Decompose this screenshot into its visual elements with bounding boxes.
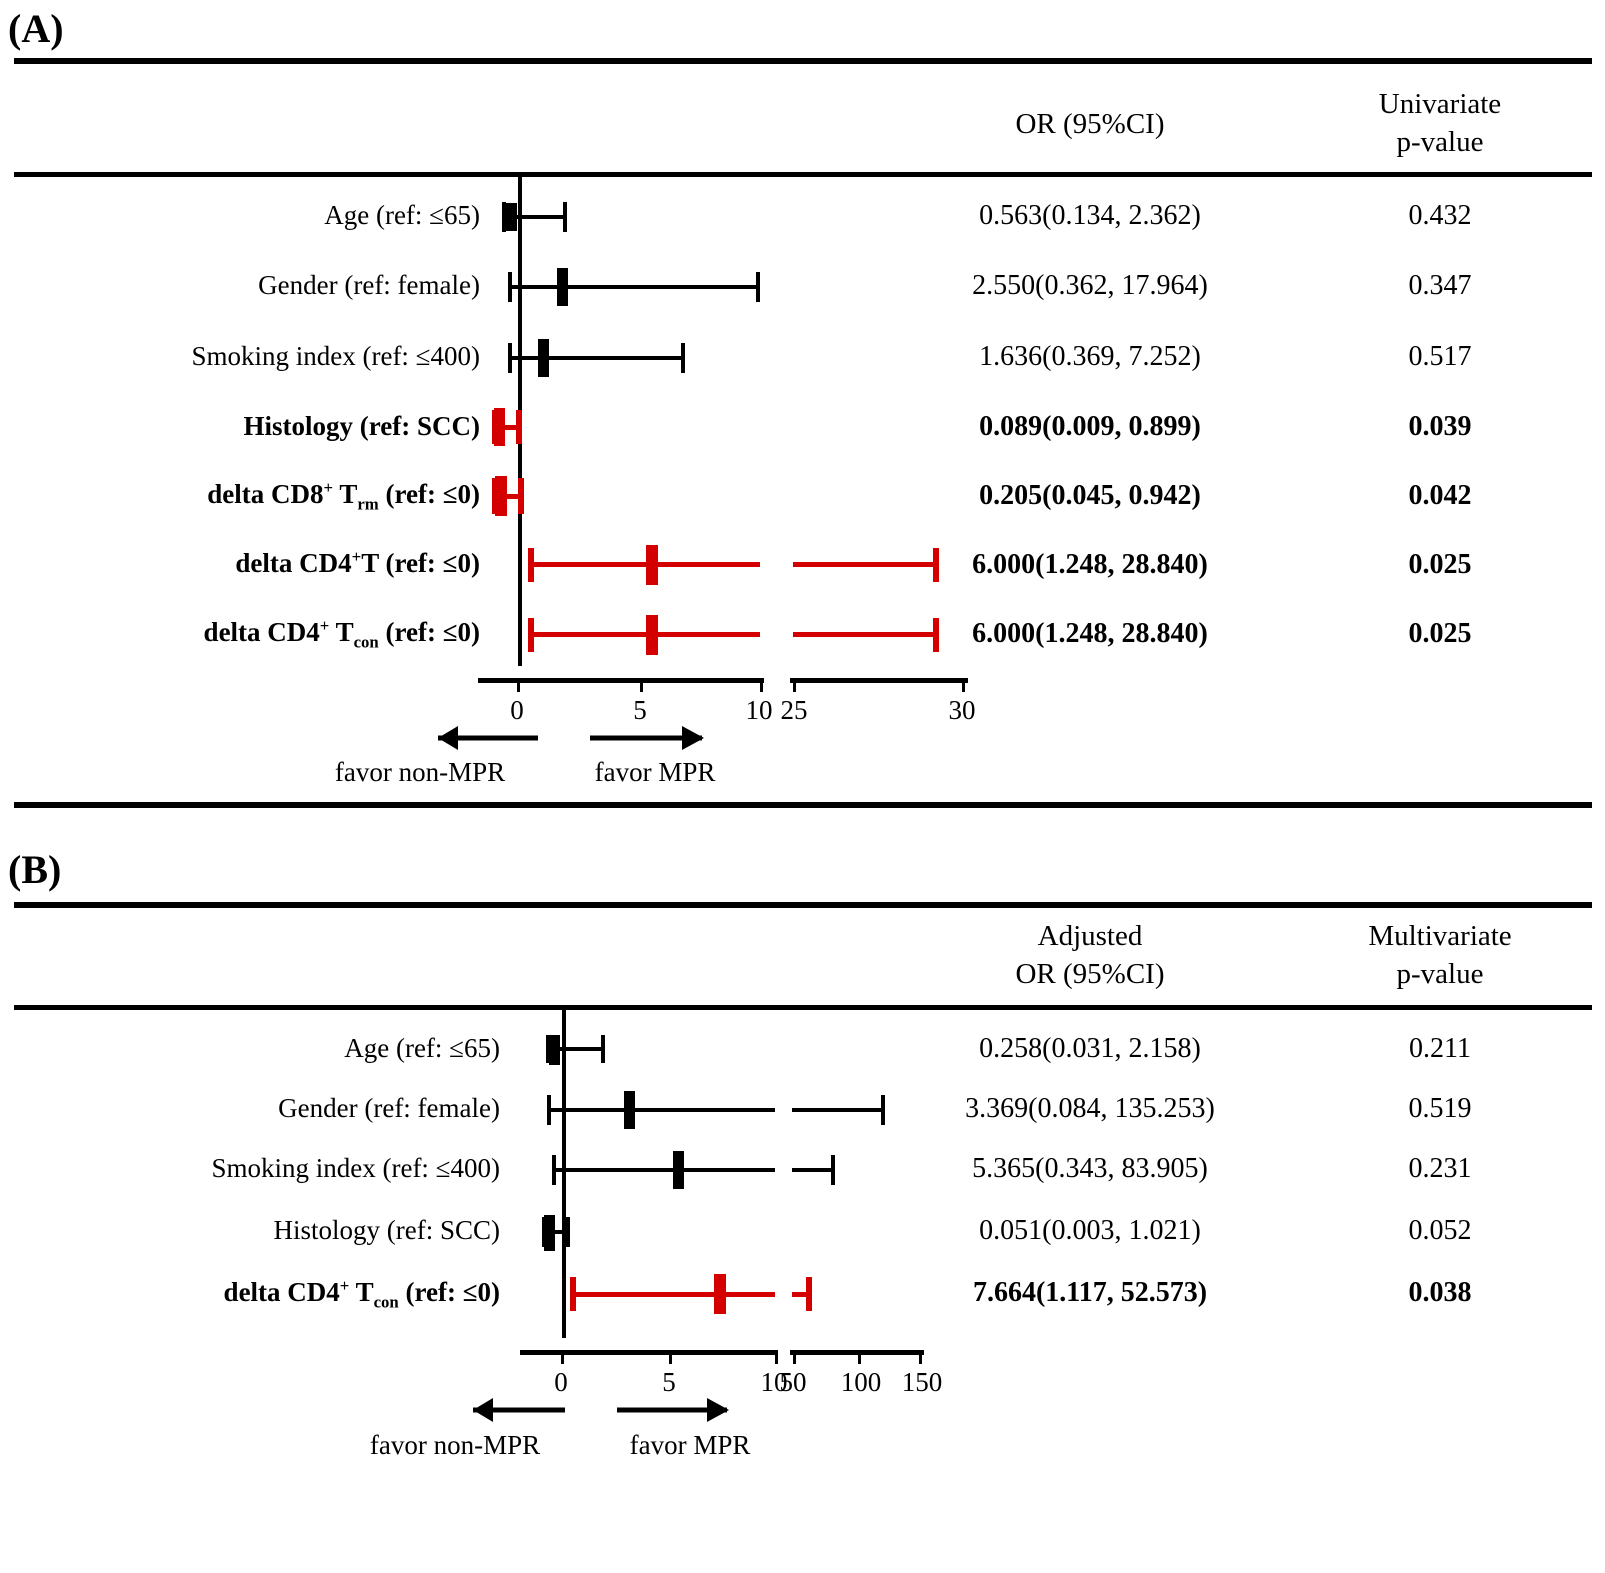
p-value-a-3: 0.517 bbox=[1408, 341, 1472, 372]
or-value-b-5: 7.664(1.117, 52.573) bbox=[972, 1277, 1208, 1308]
ci-cap-right-b-1 bbox=[601, 1035, 605, 1063]
estimate-marker-a-1 bbox=[506, 203, 517, 231]
panel-a-or-header: OR (95%CI) bbox=[1015, 108, 1165, 140]
panel-a-p-header-line1: Univariate bbox=[1378, 88, 1502, 120]
ci-cap-left-a-6 bbox=[528, 548, 534, 582]
estimate-marker-a-7 bbox=[646, 615, 658, 655]
row-label-histology: Histology (ref: SCC) bbox=[243, 411, 480, 441]
panel-b-header-rule bbox=[14, 1005, 1592, 1010]
panel-b-or-header-line1: Adjusted bbox=[1037, 920, 1143, 952]
estimate-marker-b-3 bbox=[673, 1151, 684, 1189]
panel-a-tick-25 bbox=[793, 678, 796, 692]
ci-cap-right-a-4 bbox=[516, 410, 522, 444]
row-label-b-cd4-tcon: delta CD4+ $T_{con}$ (ref: ≤0) bbox=[223, 1276, 500, 1312]
ci-line-b-2-right bbox=[792, 1108, 884, 1112]
panel-b-ticklabel-50: 50 bbox=[779, 1367, 807, 1397]
or-value-a-3: 1.636(0.369, 7.252) bbox=[979, 341, 1201, 372]
estimate-marker-a-5 bbox=[495, 476, 507, 516]
panel-a-ticklabel-10: 10 bbox=[745, 695, 773, 725]
p-value-b-2: 0.519 bbox=[1408, 1093, 1472, 1124]
or-value-b-3: 5.365(0.343, 83.905) bbox=[972, 1153, 1208, 1184]
panel-b-p-header-line1: Multivariate bbox=[1368, 920, 1512, 952]
p-value-a-2: 0.347 bbox=[1408, 270, 1472, 301]
or-value-a-1: 0.563(0.134, 2.362) bbox=[979, 200, 1201, 231]
row-label-b-gender: Gender (ref: female) bbox=[278, 1093, 500, 1123]
p-value-a-4: 0.039 bbox=[1408, 411, 1472, 442]
p-value-b-5: 0.038 bbox=[1408, 1277, 1472, 1308]
panel-b bbox=[0, 840, 1605, 1573]
ci-cap-right-a-1 bbox=[563, 202, 567, 232]
ci-line-b-5-left bbox=[570, 1292, 775, 1297]
panel-b-label: (B) bbox=[8, 847, 62, 892]
p-value-a-1: 0.432 bbox=[1408, 200, 1472, 231]
panel-b-p-header-line2: p-value bbox=[1396, 958, 1484, 990]
panel-b-reference-line bbox=[562, 1008, 566, 1338]
panel-a-p-header-line2: p-value bbox=[1396, 126, 1484, 158]
or-value-a-4: 0.089(0.009, 0.899) bbox=[979, 411, 1201, 442]
panel-b-tick-100 bbox=[858, 1350, 861, 1364]
panel-b-favor-right-label: favor MPR bbox=[629, 1430, 751, 1460]
panel-a-bottom-rule bbox=[14, 802, 1592, 808]
ci-cap-left-a-3 bbox=[508, 343, 512, 373]
ci-line-b-3-right bbox=[792, 1168, 834, 1172]
p-value-b-4: 0.052 bbox=[1408, 1215, 1472, 1246]
or-value-a-5: 0.205(0.045, 0.942) bbox=[979, 480, 1201, 511]
row-label-cd4-tcon: delta CD4+ $T_{con}$ (ref: ≤0) bbox=[203, 616, 480, 652]
p-value-a-6: 0.025 bbox=[1408, 549, 1472, 580]
ci-cap-right-a-2 bbox=[756, 272, 760, 302]
estimate-marker-a-2 bbox=[557, 268, 568, 306]
panel-b-tick-10 bbox=[775, 1350, 778, 1364]
ci-line-b-2-left bbox=[547, 1108, 775, 1112]
panel-a-favor-right-label: favor MPR bbox=[594, 757, 716, 787]
panel-b-tick-50 bbox=[793, 1350, 796, 1364]
or-value-a-6: 6.000(1.248, 28.840) bbox=[972, 549, 1208, 580]
panel-b-ticklabel-150: 150 bbox=[901, 1367, 943, 1397]
panel-b-tick-0 bbox=[561, 1350, 564, 1364]
ci-cap-left-b-5 bbox=[570, 1277, 576, 1311]
panel-a-tick-30 bbox=[962, 678, 965, 692]
row-label-b-smoking: Smoking index (ref: ≤400) bbox=[211, 1153, 500, 1183]
ci-cap-left-b-2 bbox=[547, 1095, 551, 1125]
ci-cap-right-b-2 bbox=[881, 1095, 885, 1125]
estimate-marker-b-4 bbox=[544, 1215, 555, 1251]
ci-line-b-3-left bbox=[552, 1168, 775, 1172]
panel-b-ticklabel-0: 0 bbox=[554, 1367, 568, 1397]
panel-a-ticklabel-25: 25 bbox=[780, 695, 808, 725]
row-label-age: Age (ref: ≤65) bbox=[324, 200, 480, 230]
row-label-cd4t: delta CD4+T (ref: ≤0) bbox=[235, 547, 480, 578]
panel-a-tick-0 bbox=[517, 678, 520, 692]
panel-a-ticklabel-5: 5 bbox=[633, 695, 647, 725]
ci-cap-left-a-2 bbox=[508, 272, 512, 302]
panel-a-header-rule bbox=[14, 172, 1592, 177]
panel-b-ticklabel-10: 10 bbox=[760, 1367, 788, 1397]
ci-cap-right-a-3 bbox=[681, 343, 685, 373]
estimate-marker-a-3 bbox=[538, 339, 549, 377]
p-value-a-7: 0.025 bbox=[1408, 618, 1472, 649]
estimate-marker-b-1 bbox=[549, 1035, 560, 1065]
estimate-marker-a-6 bbox=[646, 545, 658, 585]
or-value-b-1: 0.258(0.031, 2.158) bbox=[979, 1033, 1201, 1064]
row-label-gender: Gender (ref: female) bbox=[258, 270, 480, 300]
panel-b-axis-left bbox=[520, 1350, 778, 1355]
panel-a-axis-right bbox=[790, 678, 968, 683]
ci-line-a-3 bbox=[508, 356, 685, 360]
ci-cap-left-a-7 bbox=[528, 618, 534, 652]
ci-cap-right-b-3 bbox=[831, 1155, 835, 1185]
p-value-b-3: 0.231 bbox=[1408, 1153, 1472, 1184]
panel-b-favor-left-label: favor non-MPR bbox=[369, 1430, 541, 1460]
row-label-b-histology: Histology (ref: SCC) bbox=[273, 1215, 500, 1245]
panel-a-ticklabel-0: 0 bbox=[510, 695, 524, 725]
estimate-marker-b-5 bbox=[714, 1274, 726, 1314]
estimate-marker-a-4 bbox=[494, 408, 505, 446]
panel-a-axis-left bbox=[478, 678, 764, 683]
panel-b-tick-150 bbox=[919, 1350, 922, 1364]
row-label-cd8-trm: delta CD8+ $T_{rm}$ (ref: ≤0) bbox=[207, 478, 480, 514]
panel-b-favor-arrows bbox=[455, 1390, 755, 1430]
panel-a-tick-10 bbox=[760, 678, 763, 692]
panel-b-top-rule bbox=[14, 902, 1592, 908]
panel-a-tick-5 bbox=[640, 678, 643, 692]
ci-cap-right-b-5 bbox=[806, 1277, 812, 1311]
ci-line-a-6-left bbox=[528, 562, 760, 567]
estimate-marker-b-2 bbox=[624, 1091, 635, 1129]
panel-a-ticklabel-30: 30 bbox=[948, 695, 976, 725]
panel-b-tick-5 bbox=[669, 1350, 672, 1364]
row-label-smoking: Smoking index (ref: ≤400) bbox=[191, 341, 480, 371]
ci-cap-left-b-3 bbox=[552, 1155, 556, 1185]
or-value-a-2: 2.550(0.362, 17.964) bbox=[972, 270, 1208, 301]
panel-a-favor-arrows bbox=[420, 718, 720, 758]
panel-b-ticklabel-100: 100 bbox=[840, 1367, 882, 1397]
or-value-b-2: 3.369(0.084, 135.253) bbox=[965, 1093, 1215, 1124]
or-value-b-4: 0.051(0.003, 1.021) bbox=[979, 1215, 1201, 1246]
panel-a-label: (A) bbox=[8, 6, 64, 51]
row-label-b-age: Age (ref: ≤65) bbox=[344, 1033, 500, 1063]
p-value-b-1: 0.211 bbox=[1409, 1033, 1471, 1064]
panel-b-ticklabel-5: 5 bbox=[662, 1367, 676, 1397]
ci-cap-right-b-4 bbox=[566, 1217, 570, 1247]
p-value-a-5: 0.042 bbox=[1408, 480, 1472, 511]
panel-a-favor-left-label: favor non-MPR bbox=[334, 757, 506, 787]
ci-line-a-2 bbox=[508, 285, 760, 289]
or-value-a-7: 6.000(1.248, 28.840) bbox=[972, 618, 1208, 649]
panel-a-top-rule bbox=[14, 58, 1592, 64]
panel-b-or-header-line2: OR (95%CI) bbox=[1015, 958, 1165, 990]
ci-cap-right-a-5 bbox=[518, 478, 524, 514]
ci-line-a-7-left bbox=[528, 632, 760, 637]
panel-b-axis-right bbox=[790, 1350, 924, 1355]
